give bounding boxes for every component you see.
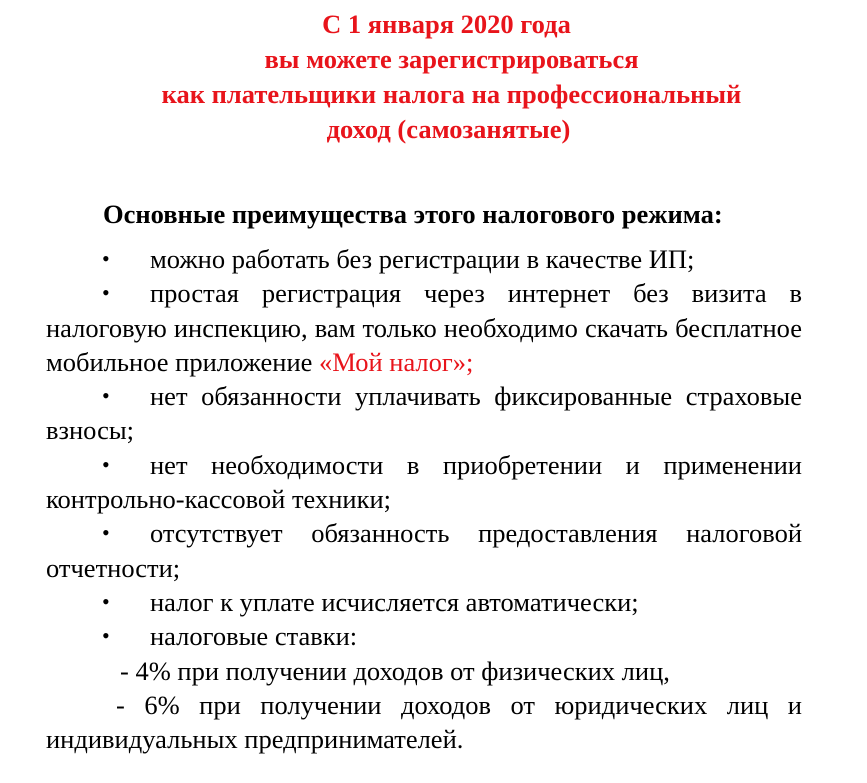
headline-line-3: как плательщики налога на профессиональный bbox=[161, 79, 742, 109]
bullet-icon: • bbox=[102, 451, 110, 477]
bullet-icon: • bbox=[102, 383, 110, 409]
bullet-icon: • bbox=[102, 280, 110, 306]
list-item bbox=[46, 276, 802, 379]
list-item bbox=[46, 448, 802, 517]
list-item bbox=[46, 619, 802, 653]
headline-line-1: С 1 января 2020 года bbox=[322, 9, 571, 39]
app-name-highlight: «Мой налог»; bbox=[319, 346, 474, 377]
section-title: Основные преимущества этого налогового режима: bbox=[103, 199, 723, 229]
list-item-text: нет необходимости в приобретении и применении контрольно-кассовой техники; bbox=[46, 449, 802, 515]
benefits-list bbox=[46, 242, 802, 756]
list-item-text: нет обязанности уплачивать фиксированные страховые взносы; bbox=[46, 381, 802, 446]
bullet-icon: • bbox=[102, 246, 110, 271]
list-item-text: отсутствует обязанность предоставления налоговой отчетности; bbox=[46, 518, 802, 583]
list-item-text: налог к уплате исчисляется автоматически; bbox=[150, 586, 639, 617]
list-item-text: простая регистрация через интернет без визита в налоговую инспекцию, вам только необходимо скачать бесплатное мобильное приложение bbox=[46, 278, 802, 377]
tax-rate-legal-entities: - 6% при получении доходов от юридических лиц и индивидуальных предпринимателей. bbox=[46, 689, 802, 755]
headline-line-2: вы можете зарегистрироваться bbox=[264, 44, 639, 74]
list-item bbox=[46, 242, 802, 276]
bullet-icon: • bbox=[102, 520, 110, 546]
headline bbox=[0, 7, 867, 147]
list-item bbox=[46, 516, 802, 585]
list-item bbox=[46, 585, 802, 619]
bullet-icon: • bbox=[102, 623, 110, 649]
bullet-icon: • bbox=[102, 588, 110, 614]
list-item bbox=[46, 379, 802, 448]
list-item-text: можно работать без регистрации в качестве ИП; bbox=[150, 244, 695, 274]
list-item-text: налоговые ставки: bbox=[150, 621, 358, 652]
tax-rate-individuals: - 4% при получении доходов от физических лиц, bbox=[120, 655, 670, 686]
headline-line-4: доход (самозанятые) bbox=[326, 114, 571, 144]
